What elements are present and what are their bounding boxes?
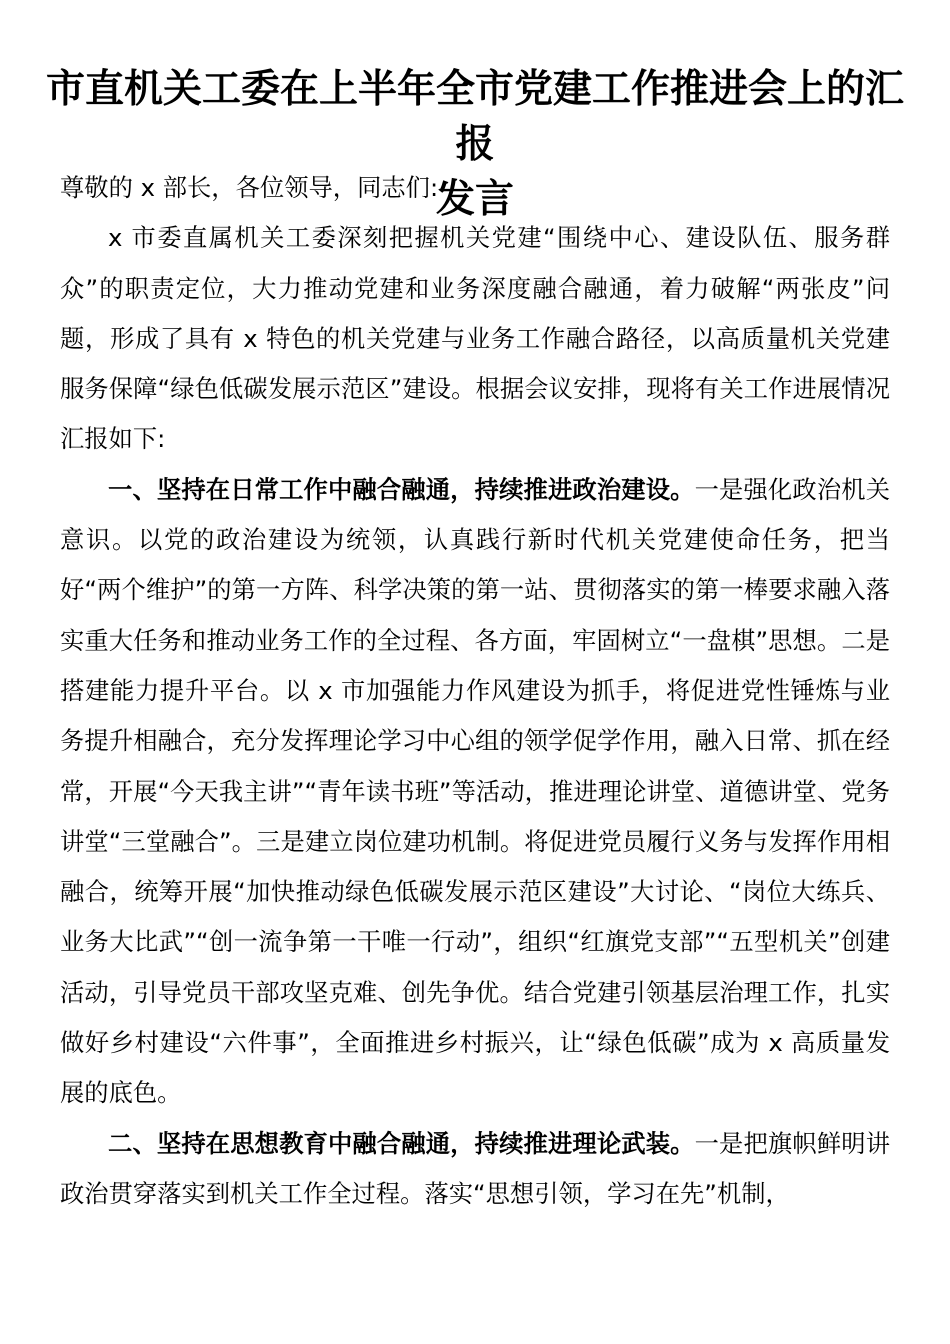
section-1-paragraph — [60, 465, 890, 1119]
section-2-paragraph — [60, 1119, 890, 1220]
salutation: 尊敬的 x 部长，各位领导，同志们: — [60, 173, 439, 202]
section-1-heading: 一、坚持在日常工作中融合融通，持续推进政治建设。 — [108, 474, 695, 504]
title-line-1: 市直机关工委在上半年全市党建工作推进会上的汇报 — [45, 66, 904, 167]
title-line-2: 发言 — [435, 176, 514, 222]
section-1-body: 一是强化政治机关意识。以党的政治建设为统领，认真践行新时代机关党建使命任务，把当好“两个维护”的第一方阵、科学决策的第一站、贯彻落实的第一棒要求融入落实重大任务和推动业务工作的全过程、各方面，牢固树立“一盘棋”思想。二是搭建能力提升平台。以 x 市加强能力作风建设为抓手，将促进党性锤炼与业务提升相融合，充分发挥理论学习中心组的领学促学作用，融入日常、抓在经常，开展“今天我主讲”“青年读书班”等活动，推进理论讲堂、道德讲堂、党务讲堂“三堂融合”。三是建立岗位建功机制。将促进党员履行义务与发挥作用相融合，统筹开展“加快推动绿色低碳发展示范区建设”大讨论、“岗位大练兵、业务大比武”“创一流争第一干唯一行动”，组织“红旗党支部”“五型机关”创建活动，引导党员干部攻坚克难、创先争优。结合党建引领基层治理工作，扎实做好乡村建设“六件事”，全面推进乡村振兴，让“绿色低碳”成为 x 高质量发展的底色。 — [60, 474, 890, 1108]
intro-paragraph: x 市委直属机关工委深刻把握机关党建“围绕中心、建设队伍、服务群众”的职责定位，大力推动党建和业务深度融合融通，着力破解“两张皮”问题，形成了具有 x 特色的机关党建与业务工作融合路径，以高质量机关党建服务保障“绿色低碳发展示范区”建设。根据会议安排，现将有关工作进展情况汇报如下: — [60, 223, 890, 454]
section-2-body: 一是把旗帜鲜明讲政治贯穿落实到机关工作全过程。落实“思想引领，学习在先”机制， — [60, 1128, 890, 1208]
section-2-heading: 二、坚持在思想教育中融合融通，持续推进理论武装。 — [108, 1128, 695, 1158]
document-body — [60, 163, 890, 1219]
